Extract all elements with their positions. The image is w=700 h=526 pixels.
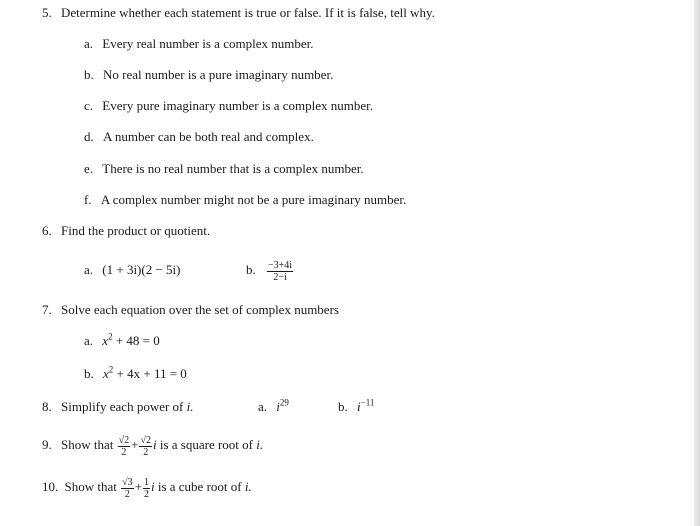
q9-tail: is a square root of	[156, 437, 257, 452]
imaginary-unit: i	[150, 479, 155, 494]
q8b-base: i	[357, 399, 361, 414]
fraction-denominator: 2	[121, 446, 127, 458]
q5-item-e	[84, 161, 364, 177]
item-letter: e.	[84, 161, 94, 176]
q9-fraction-1	[118, 435, 131, 458]
q9-lead: Show that	[61, 437, 114, 452]
q8a-exponent: 29	[279, 397, 289, 408]
q5-item-d	[84, 129, 314, 145]
q7b-variable: x	[103, 366, 109, 381]
part-letter: a.	[84, 333, 94, 348]
q8-variable: i.	[186, 399, 194, 414]
q5-number: 5.	[42, 5, 52, 20]
q7-part-b	[84, 366, 187, 382]
q8b-exponent: −11	[360, 397, 375, 408]
q5-item-a	[84, 36, 313, 52]
fraction-denominator: 2−i	[273, 271, 287, 283]
q8-number: 8.	[42, 399, 52, 414]
q10-heading	[42, 472, 252, 502]
q6b-fraction	[267, 260, 293, 283]
q9-fraction-2	[139, 435, 152, 458]
fraction-numerator: 1	[143, 476, 149, 488]
item-letter: a.	[84, 36, 94, 51]
item-letter: f.	[84, 192, 92, 207]
q10-lead: Show that	[64, 479, 117, 494]
q8-heading	[42, 399, 194, 415]
page-edge-shadow	[694, 0, 700, 526]
q5-item-b	[84, 67, 333, 83]
q7-part-a	[84, 333, 160, 349]
fraction-numerator: √2	[140, 434, 151, 446]
item-text: There is no real number that is a complex number.	[102, 161, 364, 176]
q7-heading	[42, 302, 339, 318]
q7b-rest: + 4x + 11 = 0	[113, 366, 187, 381]
q10-fraction-1	[121, 477, 134, 500]
part-letter: b.	[246, 262, 256, 277]
fraction-denominator: 2	[124, 488, 130, 500]
imaginary-unit: i	[152, 437, 157, 452]
item-text: A complex number might not be a pure imaginary number.	[100, 192, 407, 207]
q8-part-a	[258, 399, 289, 415]
q10-number: 10.	[42, 479, 59, 494]
q7a-exponent: 2	[108, 331, 113, 342]
q7a-variable: x	[102, 333, 109, 348]
fraction-numerator: −3+4i	[268, 259, 293, 271]
q5-heading	[42, 5, 435, 21]
fraction-numerator: √2	[118, 434, 130, 446]
q9-tail-variable: i.	[256, 437, 264, 452]
fraction-denominator: 2	[143, 446, 149, 458]
fraction-numerator: √3	[122, 476, 133, 488]
part-letter: b.	[338, 399, 348, 414]
q9-number: 9.	[42, 437, 52, 452]
item-text: Every pure imaginary number is a complex number.	[102, 98, 374, 113]
q10-fraction-2	[143, 477, 150, 500]
q6-prompt: Find the product or quotient.	[61, 223, 211, 238]
item-text: A number can be both real and complex.	[103, 129, 314, 144]
q7b-exponent: 2	[108, 364, 114, 375]
q6-heading	[42, 223, 210, 239]
q6-part-a	[84, 262, 180, 278]
q9-heading	[42, 430, 263, 460]
q6-number: 6.	[42, 223, 52, 238]
item-letter: d.	[84, 129, 94, 144]
q6-part-b	[246, 255, 294, 285]
part-letter: a.	[84, 262, 94, 277]
q5-item-f	[84, 192, 406, 208]
item-letter: b.	[84, 67, 94, 82]
q7a-rest: + 48 = 0	[112, 333, 160, 348]
q8-prompt: Simplify each power of	[61, 399, 187, 414]
part-letter: b.	[84, 366, 94, 381]
q10-tail: is a cube root of	[154, 479, 245, 494]
fraction-denominator: 2	[143, 488, 149, 500]
q7-prompt: Solve each equation over the set of complex numbers	[61, 302, 339, 317]
q7-number: 7.	[42, 302, 52, 317]
q8a-base: i	[276, 399, 280, 414]
plus-sign: +	[134, 479, 142, 494]
q6a-expression: (1 + 3i)(2 − 5i)	[102, 262, 181, 277]
q5-item-c	[84, 98, 373, 114]
item-letter: c.	[84, 98, 94, 113]
item-text: Every real number is a complex number.	[102, 36, 314, 51]
q10-tail-variable: i.	[244, 479, 252, 494]
part-letter: a.	[258, 399, 268, 414]
plus-sign: +	[131, 437, 139, 452]
q8-part-b	[338, 399, 374, 415]
q5-prompt: Determine whether each statement is true or false. If it is false, tell why.	[61, 5, 435, 20]
item-text: No real number is a pure imaginary number.	[103, 67, 334, 82]
